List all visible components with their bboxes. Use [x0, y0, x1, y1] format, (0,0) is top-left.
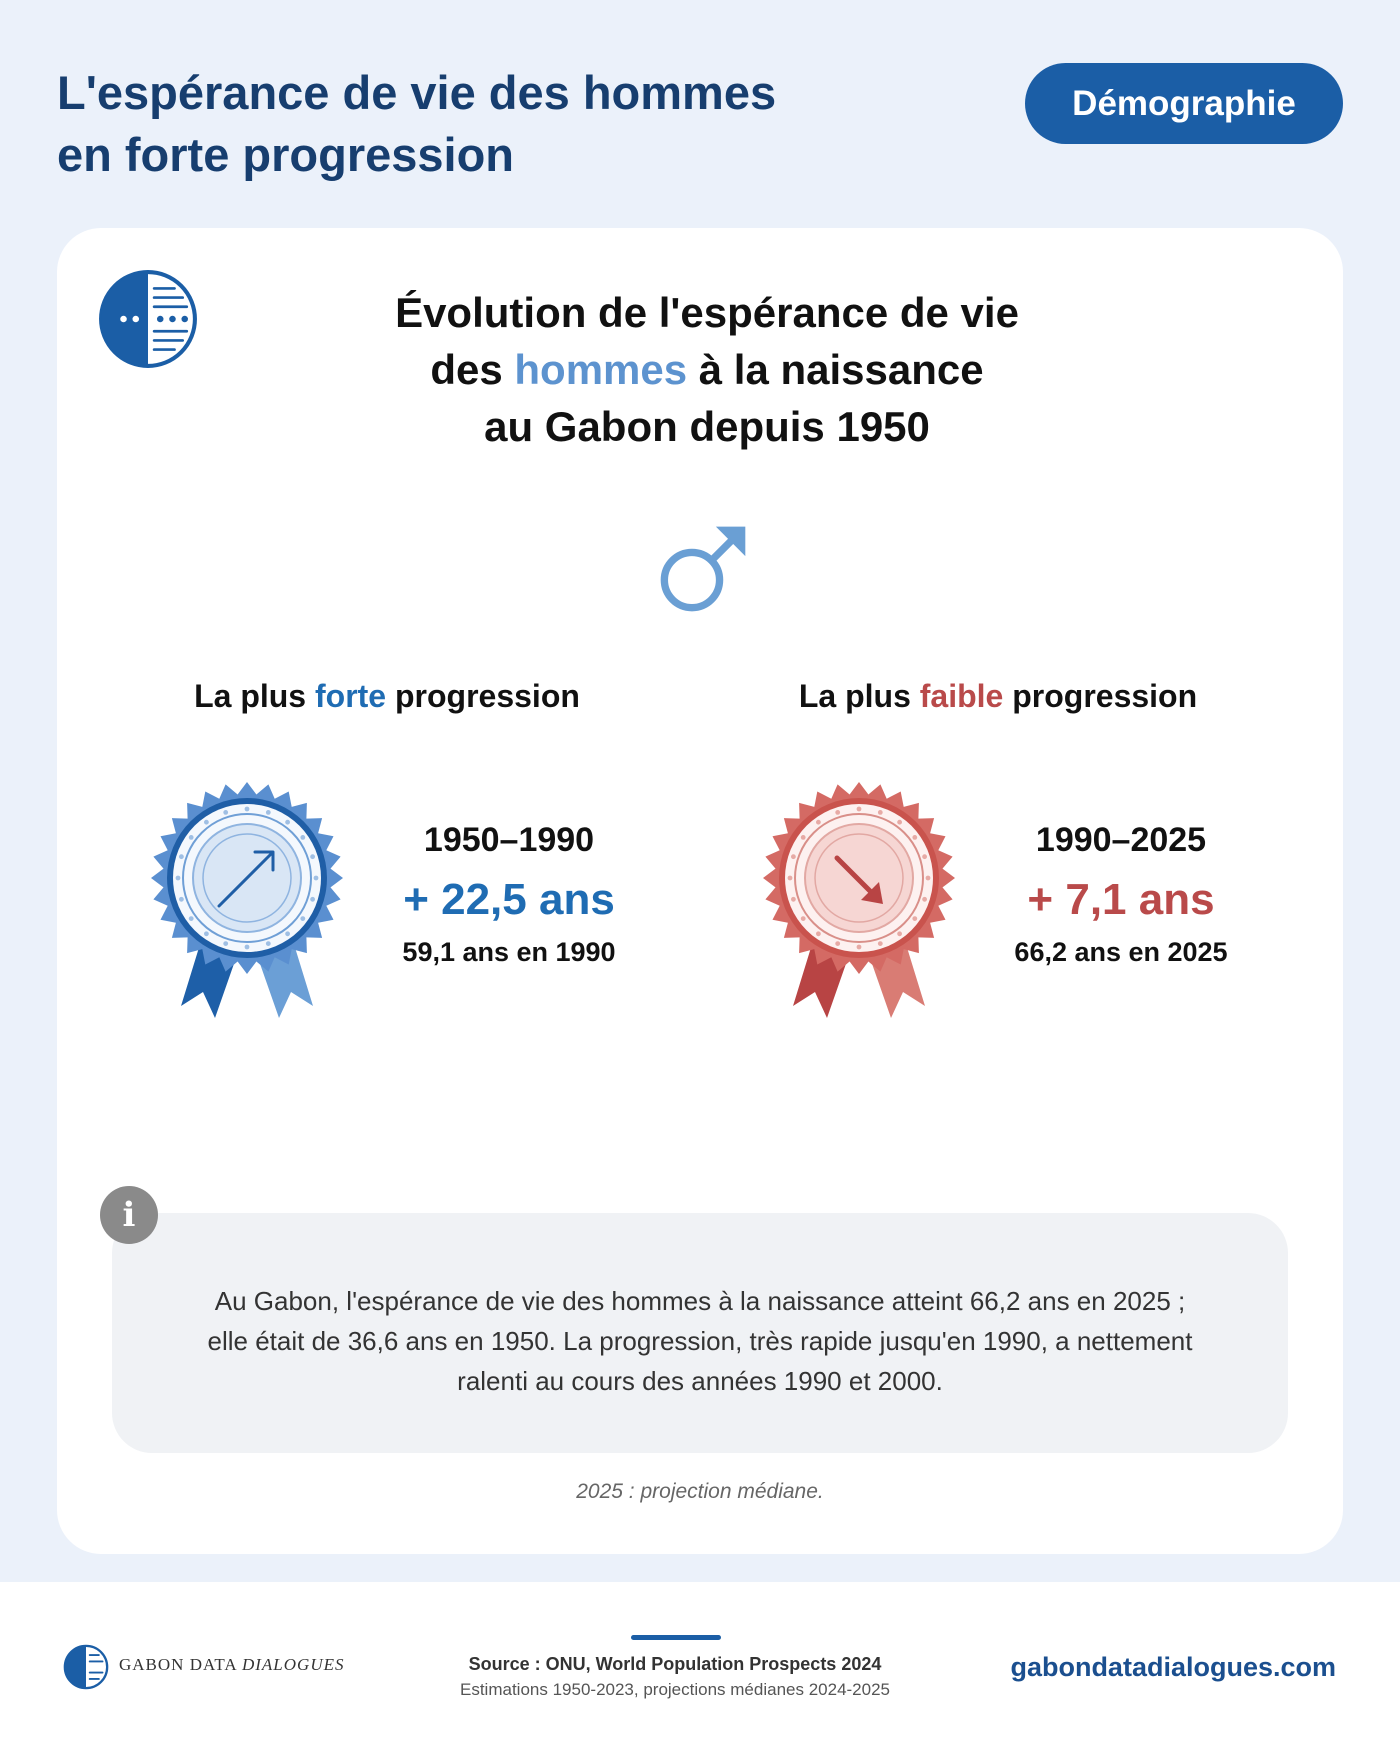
strongest-stat [359, 818, 659, 970]
rosette-dot [300, 916, 305, 921]
rosette-arrow-up-icon [147, 778, 347, 1018]
weakest-stat [971, 818, 1271, 970]
rosette-dot [835, 941, 840, 946]
rosette-dot [788, 876, 793, 881]
card-title-line-1: Évolution de l'espérance de vie [395, 289, 1019, 336]
card-title-highlight: hommes [514, 346, 688, 393]
category-badge[interactable]: Démographie [1025, 63, 1343, 144]
rosette-dot [176, 876, 181, 881]
info-line-1: Au Gabon, l'espérance de vie des hommes à la naissance atteint 66,2 ans en 2025 ; [214, 1286, 1186, 1316]
rosette-dot [816, 931, 821, 936]
card-title-line-2 [257, 341, 1157, 398]
rosette-arrow-down-icon [759, 778, 959, 1018]
info-box [112, 1213, 1288, 1453]
rosette-dot [926, 876, 931, 881]
main-card [57, 228, 1343, 1554]
rosette-dot [816, 820, 821, 825]
page-title-line-2: en forte progression [57, 128, 515, 181]
rosette-dot [285, 931, 290, 936]
rosette-dot [878, 810, 883, 815]
rosette-dot [310, 854, 315, 859]
rosette-dot [245, 945, 250, 950]
rosette-dot [857, 945, 862, 950]
weakest-gain: + 7,1 ans [1027, 875, 1215, 924]
rosette-dot [266, 941, 271, 946]
rosette-dot [801, 916, 806, 921]
rosette-dot [314, 876, 319, 881]
strongest-period: 1950–1990 [423, 821, 595, 859]
rosette-dot [266, 810, 271, 815]
weakest-heading-post: progression [1003, 678, 1198, 714]
weakest-level: 66,2 ans en 2025 [1014, 937, 1228, 967]
card-title-line-2-pre: des [430, 346, 515, 393]
weakest-progression-heading [718, 678, 1278, 715]
footer [0, 1582, 1400, 1750]
rosette-dot [204, 931, 209, 936]
rosette-dot [310, 897, 315, 902]
rosette-dot [245, 807, 250, 812]
rosette-dot [300, 835, 305, 840]
brand-name [119, 1655, 344, 1675]
page-title [57, 62, 857, 186]
info-line-2: elle était de 36,6 ans en 1950. La progression, très rapide jusqu'en 1990, a nettement [207, 1326, 1193, 1356]
strongest-level: 59,1 ans en 1990 [402, 937, 616, 967]
rosette-dot [801, 835, 806, 840]
page-title-line-1: L'espérance de vie des hommes [57, 66, 777, 119]
card-title-line-2-post: à la naissance [687, 346, 984, 393]
rosette-dot [791, 854, 796, 859]
rosette-dot [922, 854, 927, 859]
rosette-dot [897, 820, 902, 825]
rosette-dot [223, 810, 228, 815]
rosette-dot [912, 835, 917, 840]
info-icon: i [100, 1186, 158, 1244]
rosette-dot [179, 897, 184, 902]
rosette-dot [285, 820, 290, 825]
weakest-heading-highlight: faible [919, 678, 1004, 714]
rosette-dot [857, 807, 862, 812]
weakest-heading-pre: La plus [798, 678, 920, 714]
strongest-heading-post: progression [386, 678, 580, 714]
brand-logo-icon [63, 1644, 109, 1690]
rosette-dot [791, 897, 796, 902]
rosette-dot [179, 854, 184, 859]
strongest-progression-heading [107, 678, 667, 715]
source-text: Source : ONU, World Population Prospects 2024 [468, 1654, 882, 1674]
card-title-line-3: au Gabon depuis 1950 [484, 403, 930, 450]
info-line-3: ralenti au cours des années 1990 et 2000. [457, 1366, 943, 1396]
brand-name-main: GABON DATA [119, 1655, 237, 1674]
source-detail: Estimations 1950-2023, projections médianes 2024-2025 [460, 1680, 890, 1699]
rosette-dot [912, 916, 917, 921]
rosette-dot [897, 931, 902, 936]
projection-note: 2025 : projection médiane. [576, 1480, 824, 1503]
card-title [257, 284, 1157, 455]
rosette-dot [223, 941, 228, 946]
rosette-dot [878, 941, 883, 946]
brand-name-italic: DIALOGUES [241, 1655, 345, 1674]
footer-divider [631, 1635, 721, 1640]
gabon-data-dialogues-logo-icon [97, 268, 199, 370]
rosette-dot [835, 810, 840, 815]
website-link[interactable]: gabondatadialogues.com [1010, 1652, 1336, 1682]
rosette-dot [189, 835, 194, 840]
rosette-dot [189, 916, 194, 921]
info-text [172, 1281, 1228, 1401]
strongest-heading-pre: La plus [194, 678, 315, 714]
weakest-period: 1990–2025 [1035, 821, 1207, 859]
strongest-heading-highlight: forte [314, 678, 387, 714]
strongest-gain: + 22,5 ans [403, 875, 615, 924]
rosette-dot [204, 820, 209, 825]
male-symbol-icon [657, 523, 749, 615]
rosette-dot [922, 897, 927, 902]
